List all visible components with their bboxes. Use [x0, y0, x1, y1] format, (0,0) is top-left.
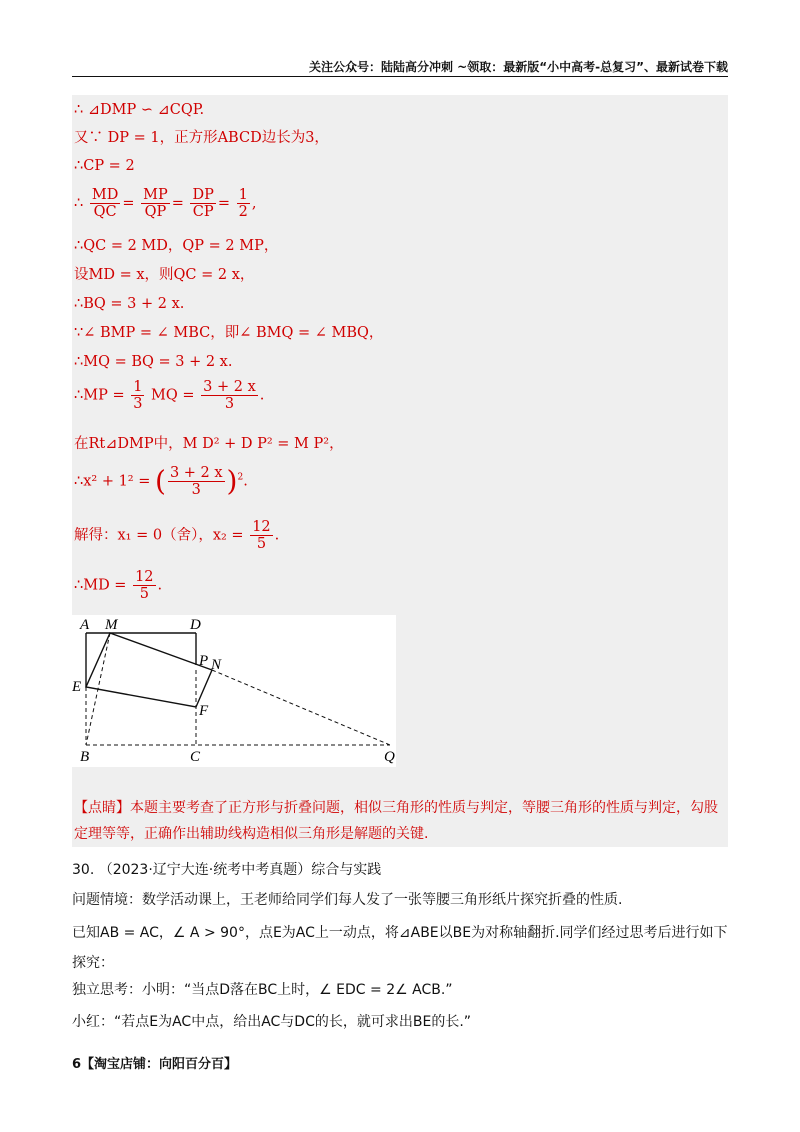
solution-line-13: 解得：x₁ = 0（舍），x₂ = $\frac{12}{5}$ . — [74, 519, 280, 552]
solution-line-1: ∴ ⊿DMP ∽ ⊿CQP. — [74, 102, 205, 118]
label-D: D — [190, 617, 201, 633]
solution-line-2: 又∵ DP = 1，正方形ABCD边长为3， — [74, 130, 329, 146]
solution-line-12: ∴x² + 1² = ( $\frac{3 + 2 x}{3}$ )$^2$. — [74, 464, 248, 498]
question-think: 独立思考：小明：“当点D落在BC上时，∠ EDC = 2∠ ACB.” — [72, 982, 453, 998]
label-A: A — [80, 617, 90, 633]
question-xiaohong: 小红：“若点E为AC中点，给出AC与DC的长，就可求出BE的长.” — [72, 1014, 472, 1030]
question-title: 30. （2023·辽宁大连·统考中考真题）综合与实践 — [72, 862, 382, 878]
key-point-note: 【点睛】本题主要考查了正方形与折叠问题，相似三角形的性质与判定，等腰三角形的性质与判定，勾股定理等等，正确作出辅助线构造相似三角形是解题的关键. — [74, 800, 718, 842]
solution-line-9: ∴MQ = BQ = 3 + 2 x. — [74, 354, 233, 370]
fraction: $\frac{1}{2}$ — [238, 187, 248, 220]
fraction: $\frac{MP}{QP}$ — [143, 187, 168, 220]
solution-line-5: ∴QC = 2 MD，QP = 2 MP， — [74, 238, 279, 254]
label-N: N — [211, 657, 222, 673]
solution-block — [72, 95, 728, 847]
page-footer: 6【淘宝店铺：向阳百分百】 — [72, 1057, 238, 1072]
header-rule — [72, 76, 728, 77]
solution-line-7: ∴BQ = 3 + 2 x. — [74, 296, 185, 312]
fraction: $\frac{DP}{CP}$ — [192, 187, 214, 220]
solution-line-8: ∵∠ BMP = ∠ MBC，即∠ BMQ = ∠ MBQ， — [74, 325, 384, 341]
label-P: P — [199, 653, 209, 669]
solution-line-10: ∴MP = $\frac{1}{3}$ MQ = $\frac{3 + 2 x}{3}$ . — [74, 379, 265, 412]
question-situation: 问题情境：数学活动课上，王老师给同学们每人发了一张等腰三角形纸片探究折叠的性质. — [72, 892, 623, 908]
label-E: E — [72, 679, 82, 695]
solution-line-3: ∴CP = 2 — [74, 158, 135, 174]
solution-line-6: 设MD = x，则QC = 2 x， — [74, 267, 255, 283]
label-B: B — [80, 749, 90, 765]
label-Q: Q — [384, 749, 395, 765]
solution-line-4: ∴ $\frac{MD}{QC}$ = $\frac{MP}{QP}$ = $\frac{DP}{CP}$ = $\frac{1}{2}$ , — [74, 187, 257, 220]
fraction: $\frac{MD}{QC}$ — [91, 187, 119, 220]
label-F: F — [199, 703, 209, 719]
solution-line-11: 在Rt⊿DMP中，M D² + D P² = M P²， — [74, 436, 344, 452]
geometry-figure — [72, 615, 396, 767]
solution-line-14: ∴MD = $\frac{12}{5}$ . — [74, 569, 163, 602]
label-C: C — [190, 749, 201, 765]
question-known: 已知AB = AC，∠ A > 90°，点E为AC上一动点，将⊿ABE以BE为对称轴翻折.同学们经过思考后进行如下探究： — [72, 925, 728, 971]
label-M: M — [105, 617, 118, 633]
page-header: 关注公众号：陆陆高分冲刺 ~领取：最新版“小中高考-总复习”、最新试卷下载 — [309, 60, 728, 74]
